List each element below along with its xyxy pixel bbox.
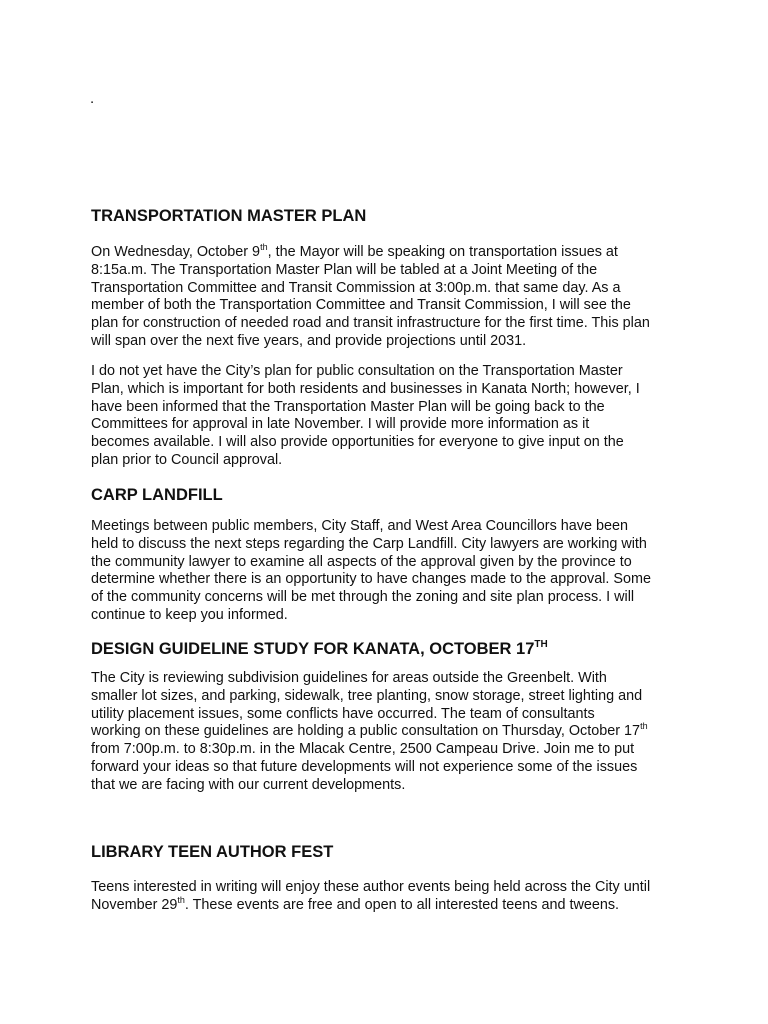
text-line: continue to keep you informed. xyxy=(91,606,288,623)
text-line: The City is reviewing subdivision guidelines for areas outside the Greenbelt. With xyxy=(91,670,607,686)
paragraph xyxy=(91,879,691,915)
text-line: I do not yet have the City’s plan for public consultation on the Transportation Master xyxy=(91,363,623,379)
text-line: of the community concerns will be met through the zoning and site plan process. I will xyxy=(91,589,635,606)
text-line: November 29th. These events are free and open to all interested teens and tweens. xyxy=(91,894,620,913)
text-line: have been informed that the Transportation Master Plan will be going back to the xyxy=(91,398,605,415)
section-design-guideline xyxy=(91,639,691,659)
text-line: the community lawyer to examine all aspects of the approval given by the province to xyxy=(91,553,632,570)
text-line: plan prior to Council approval. xyxy=(91,451,283,468)
superscript: th xyxy=(260,242,268,252)
text-line: held to discuss the next steps regarding the Carp Landfill. City lawyers are working with xyxy=(91,535,647,552)
superscript: th xyxy=(640,721,648,732)
text-line: Meetings between public members, City Staff, and West Area Councillors have been xyxy=(91,518,628,534)
text-line: Plan, which is important for both residents and businesses in Kanata North; however, I xyxy=(91,380,640,397)
section-heading: DESIGN GUIDELINE STUDY FOR KANATA, OCTOBER 17TH xyxy=(91,639,548,658)
text-line: becomes available. I will also provide opportunities for everyone to give input on the xyxy=(91,434,624,451)
section-transportation xyxy=(91,206,691,226)
section-heading: CARP LANDFILL xyxy=(91,486,223,504)
section-library-teen-author-fest xyxy=(91,842,691,862)
text-line: smaller lot sizes, and parking, sidewalk, tree planting, snow storage, street lighting and xyxy=(91,687,643,704)
paragraph xyxy=(91,244,691,351)
text-line: will span over the next five years, and provide projections until 2031. xyxy=(91,332,527,349)
text-line: Transportation Committee and Transit Commission at 3:00p.m. that same day. As a xyxy=(91,279,621,296)
text-line: from 7:00p.m. to 8:30p.m. in the Mlacak Centre, 2500 Campeau Drive. Join me to put xyxy=(91,741,635,758)
superscript: TH xyxy=(534,639,548,650)
paragraph xyxy=(91,670,691,795)
text-line: that we are facing with our current developments. xyxy=(91,776,406,793)
text-line: Committees for approval in late November. I will provide more information as it xyxy=(91,416,590,433)
text-line: Teens interested in writing will enjoy these author events being held across the City until xyxy=(91,879,651,895)
text-line: determine whether there is an opportunity to have changes made to the approval. Some xyxy=(91,571,651,588)
text-line: plan for construction of needed road and transit infrastructure for the first time. This plan xyxy=(91,315,650,332)
section-heading: TRANSPORTATION MASTER PLAN xyxy=(91,207,367,225)
text-line: On Wednesday, October 9th, the Mayor will be speaking on transportation issues at xyxy=(91,242,618,260)
stray-period: . xyxy=(90,90,95,107)
text-line: member of both the Transportation Committee and Transit Commission, I will see the xyxy=(91,297,631,314)
paragraph xyxy=(91,518,691,625)
text-line: 8:15a.m. The Transportation Master Plan will be tabled at a Joint Meeting of the xyxy=(91,261,598,278)
superscript: th xyxy=(177,894,185,905)
section-carp-landfill xyxy=(91,485,691,505)
paragraph xyxy=(91,363,691,470)
text-line: working on these guidelines are holding a public consultation on Thursday, October 17th xyxy=(91,721,648,740)
text-line: utility placement issues, some conflicts have occurred. The team of consultants xyxy=(91,705,595,722)
section-heading: LIBRARY TEEN AUTHOR FEST xyxy=(91,843,334,861)
text-line: forward your ideas so that future developments will not experience some of the issues xyxy=(91,758,638,775)
